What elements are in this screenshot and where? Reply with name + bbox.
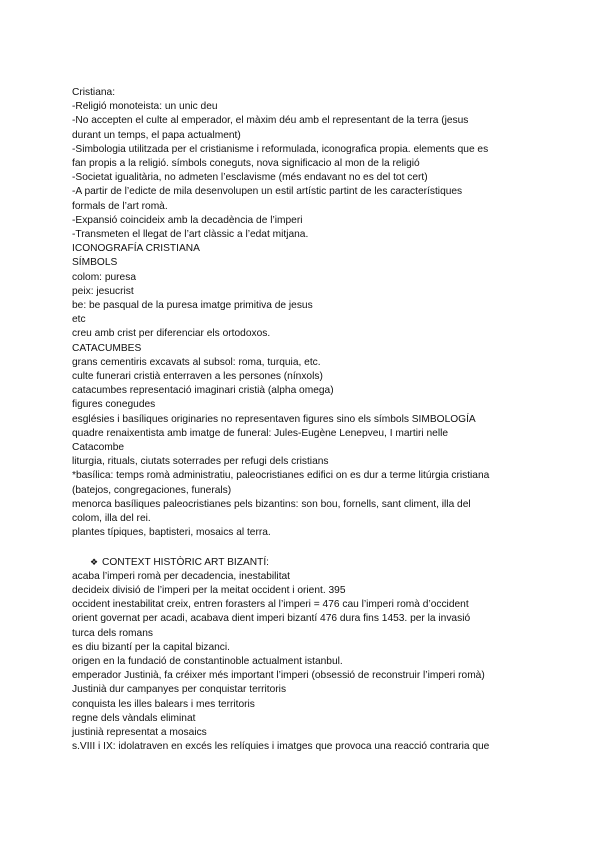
text-line: regne dels vàndals eliminat <box>72 712 196 724</box>
paragraph-gap <box>72 541 532 555</box>
text-line: acaba l’imperi romà per decadencia, inestabilitat <box>72 570 291 582</box>
heading-iconografia: ICONOGRAFÍA CRISTIANA <box>72 243 200 255</box>
text-line: *basílica: temps romà administratiu, paleocristianes edifici on es dur a terme litúrgia cristiana <box>72 470 490 482</box>
text-line: -No accepten el culte al emperador, el màxim déu amb el representant de la terra (jesus <box>72 115 469 127</box>
text-line: colom: puresa <box>72 271 136 283</box>
text-line: s.VIII i IX: idolatraven en excés les relíquies i imatges que provoca una reacció contraria que <box>72 741 490 753</box>
text-line: esglésies i basíliques originaries no representaven figures sino els símbols SIMBOLOGÍA <box>72 413 476 425</box>
text-line: Cristiana: <box>72 87 116 98</box>
document-body <box>72 86 532 754</box>
heading-simbols: SÍMBOLS <box>72 257 118 269</box>
text-line: es diu bizantí per la capital bizanci. <box>72 641 230 653</box>
text-line: decideix divisió de l’imperi per la meitat occident i orient. 395 <box>72 584 346 596</box>
text-line: colom, illa del rei. <box>72 513 151 525</box>
text-line: catacumbes representació imaginari cristià (alpha omega) <box>72 385 334 397</box>
text-line: menorca basíliques paleocristianes pels bizantins: son bou, fornells, sant climent, illa del <box>72 498 471 510</box>
text-line: be: be pasqual de la puresa imatge primitiva de jesus <box>72 300 313 312</box>
text-line: peix: jesucrist <box>72 285 134 297</box>
text-line: Catacombe <box>72 442 125 454</box>
text-line: -Simbologia utilitzada per el cristianisme i reformulada, iconografica propia. elements que es <box>72 143 489 155</box>
text-line: quadre renaixentista amb imatge de funeral: Jules-Eugène Lenepveu, I martiri nelle <box>72 427 449 439</box>
text-line: emperador Justinià, fa créixer més important l’imperi (obsessió de reconstruir l’imperi romà) <box>72 670 485 682</box>
heading-catacumbes: CATACUMBES <box>72 342 142 354</box>
text-line: durant un temps, el papa actualment) <box>72 129 241 141</box>
text-line: Justinià dur campanyes per conquistar territoris <box>72 684 287 696</box>
text-line: conquista les illes balears i mes territoris <box>72 698 255 710</box>
bullet-heading-context-bizanti <box>72 555 532 570</box>
bullet-heading-text: CONTEXT HISTÒRIC ART BIZANTÍ: <box>102 556 269 568</box>
text-line: orient governat per acadi, acabava dient imperi bizantí 476 dura fins 1453. per la invasió <box>72 613 471 625</box>
text-line: grans cementiris excavats al subsol: roma, turquia, etc. <box>72 356 321 368</box>
text-line: justinià representat a mosaics <box>72 726 207 738</box>
diamond-bullet-icon: ❖ <box>90 556 99 567</box>
text-line: turca dels romans <box>72 627 153 639</box>
text-line: -Societat igualitària, no admeten l’esclavisme (més endavant no es del tot cert) <box>72 172 428 184</box>
text-line: -A partir de l’edicte de mila desenvolupen un estil artístic partint de les característiques <box>72 186 463 198</box>
text-line: origen en la fundació de constantinoble actualment istanbul. <box>72 655 343 667</box>
text-line: figures conegudes <box>72 399 156 411</box>
text-line: (batejos, congregaciones, funerals) <box>72 484 232 496</box>
text-line: culte funerari cristià enterraven a les persones (nínxols) <box>72 371 323 383</box>
text-line: fan propis a la religió. símbols coneguts, nova significacio al mon de la religió <box>72 158 420 170</box>
text-line: formals de l’art romà. <box>72 200 168 212</box>
text-line: -Expansió coincideix amb la decadència de l’imperi <box>72 214 303 226</box>
text-line: -Transmeten el llegat de l’art clàssic a l’edat mitjana. <box>72 229 309 241</box>
text-line: -Religió monoteista: un unic deu <box>72 101 218 113</box>
text-line: creu amb crist per diferenciar els ortodoxos. <box>72 328 271 340</box>
text-line: plantes típiques, baptisteri, mosaics al terra. <box>72 527 271 539</box>
text-line: occident inestabilitat creix, entren forasters al l’imperi = 476 cau l’imperi romà d’occident <box>72 599 469 611</box>
text-line: etc <box>72 314 86 326</box>
text-line: liturgia, rituals, ciutats soterrades per refugi dels cristians <box>72 456 329 468</box>
